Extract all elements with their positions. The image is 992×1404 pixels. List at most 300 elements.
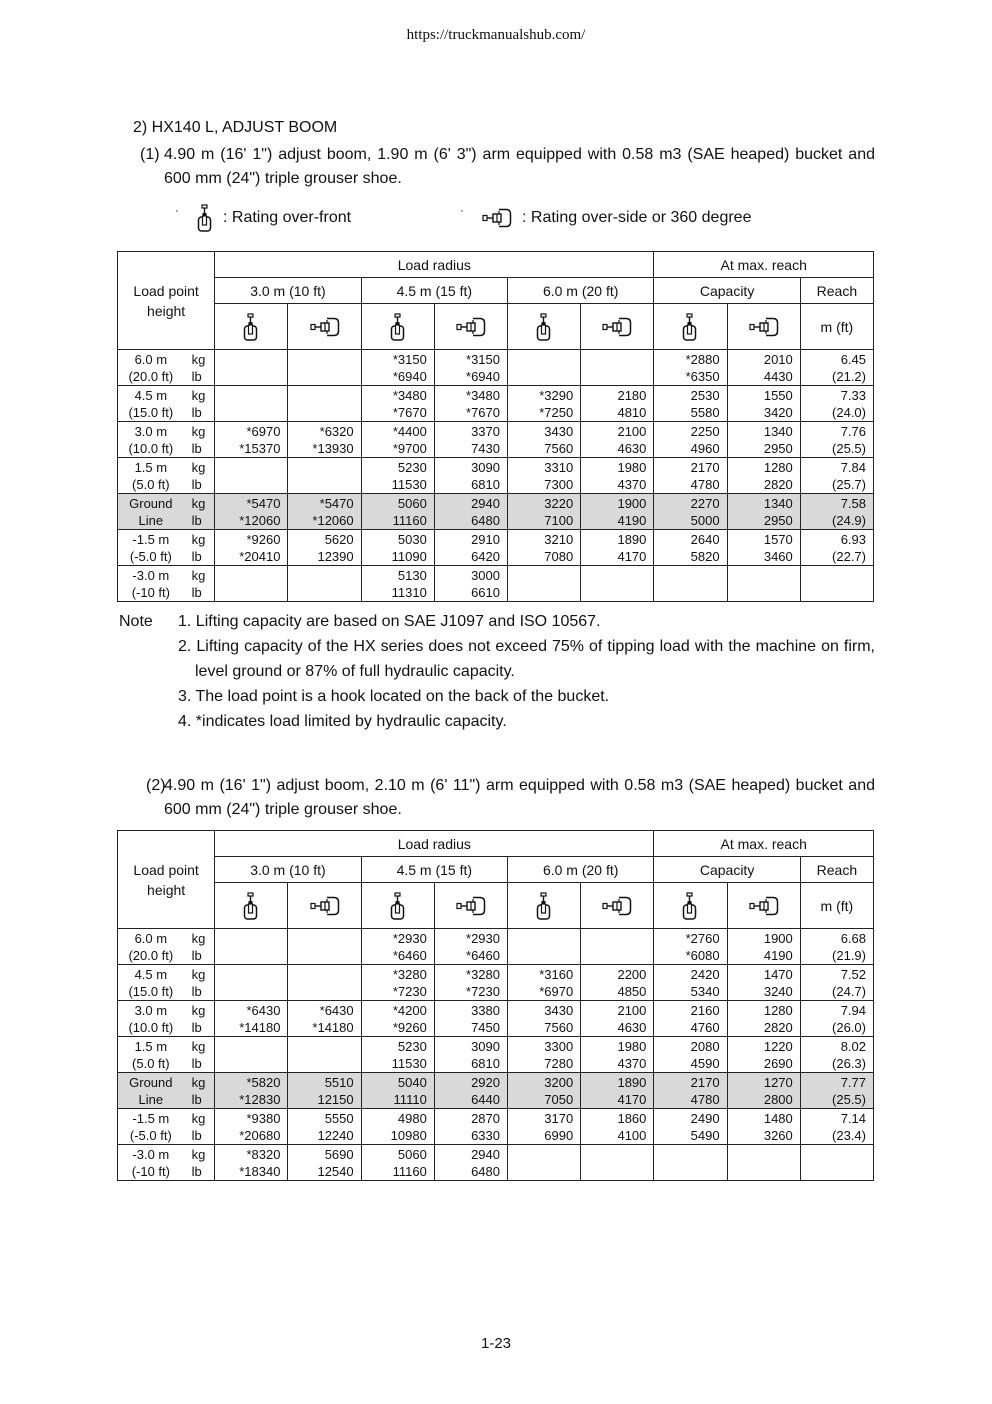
imperial-value: *20680 xyxy=(239,1127,281,1143)
value-cell xyxy=(508,566,581,602)
table-row xyxy=(118,1001,874,1037)
imperial-value: 4850 xyxy=(617,983,647,999)
value-cell xyxy=(434,530,507,566)
value-cell xyxy=(361,530,434,566)
imperial-value: 12150 xyxy=(317,1091,354,1107)
value-cell xyxy=(508,530,581,566)
value-cell xyxy=(434,350,507,386)
metric-value xyxy=(288,1038,353,1055)
table-row xyxy=(118,1037,874,1073)
metric-value: *6430 xyxy=(319,1002,354,1018)
unit-kg: kg xyxy=(191,351,206,367)
metric-value: *3290 xyxy=(539,387,574,403)
value-cell xyxy=(508,422,581,458)
value-cell xyxy=(361,1037,434,1073)
imperial-value: *15370 xyxy=(239,440,281,456)
imperial-value xyxy=(508,368,573,385)
row-units xyxy=(184,422,215,458)
front-icon-cell xyxy=(508,892,580,920)
imperial-value: (24.0) xyxy=(832,404,866,420)
value-cell xyxy=(654,494,727,530)
value-cell xyxy=(508,1001,581,1037)
metric-value: 2940 xyxy=(471,495,500,511)
radius-3m-header: 3.0 m (10 ft) xyxy=(215,278,361,304)
imperial-value xyxy=(215,947,280,964)
row-units xyxy=(184,929,215,965)
imperial-value: (24.9) xyxy=(832,512,866,528)
value-cell xyxy=(727,965,800,1001)
value-cell xyxy=(727,1109,800,1145)
height-value: (-5.0 ft) xyxy=(129,1127,172,1143)
imperial-value: *14180 xyxy=(239,1019,281,1035)
imperial-value xyxy=(288,947,353,964)
metric-value xyxy=(215,567,280,584)
height-label: height xyxy=(147,302,186,319)
metric-value: 3300 xyxy=(544,1038,574,1054)
unit-lb: lb xyxy=(191,983,202,999)
metric-value: *5470 xyxy=(246,495,281,511)
imperial-value: 12390 xyxy=(317,548,354,564)
imperial-value: 5490 xyxy=(690,1127,720,1143)
imperial-value: 2800 xyxy=(763,1091,793,1107)
metric-value: 3090 xyxy=(471,1038,500,1054)
value-cell xyxy=(581,530,654,566)
value-cell xyxy=(508,929,581,965)
row-height xyxy=(118,1073,184,1109)
row-units xyxy=(184,1037,215,1073)
imperial-value: *6460 xyxy=(466,947,500,963)
row-height xyxy=(118,350,184,386)
imperial-value: 6610 xyxy=(471,584,500,600)
rating-over-front-icon xyxy=(390,892,406,920)
metric-value xyxy=(215,966,280,983)
table-row xyxy=(118,566,874,602)
metric-value: 1470 xyxy=(763,966,793,982)
value-cell xyxy=(800,1109,873,1145)
metric-value xyxy=(508,351,573,368)
metric-value: 3090 xyxy=(471,459,500,475)
value-cell xyxy=(288,494,361,530)
value-cell xyxy=(508,965,581,1001)
height-value: (-5.0 ft) xyxy=(129,548,172,564)
value-cell xyxy=(288,458,361,494)
height-value: -3.0 m xyxy=(132,567,170,583)
metric-value xyxy=(288,351,353,368)
value-cell xyxy=(288,386,361,422)
rating-over-front-icon xyxy=(243,892,259,920)
row-units xyxy=(184,1145,215,1181)
rating-over-front-icon xyxy=(197,204,213,232)
height-value: (5.0 ft) xyxy=(132,476,170,492)
imperial-value: *6970 xyxy=(539,983,574,999)
load-point-label: Load point xyxy=(133,861,199,878)
value-cell xyxy=(654,386,727,422)
height-value: Line xyxy=(138,512,164,528)
imperial-value: *6350 xyxy=(685,368,720,384)
value-cell xyxy=(508,1109,581,1145)
imperial-value xyxy=(728,584,793,601)
metric-value: 5130 xyxy=(397,567,427,583)
metric-value: 3000 xyxy=(471,567,500,583)
unit-lb: lb xyxy=(191,440,202,456)
metric-value: 1480 xyxy=(763,1110,793,1126)
rating-over-side-icon xyxy=(310,317,340,337)
value-cell xyxy=(800,566,873,602)
value-cell xyxy=(508,386,581,422)
imperial-value: 11530 xyxy=(391,1055,427,1071)
imperial-value xyxy=(288,404,353,421)
value-cell xyxy=(727,1001,800,1037)
load-radius-header: Load radius xyxy=(215,831,654,857)
imperial-value: *9700 xyxy=(392,440,427,456)
unit-lb: lb xyxy=(191,1091,202,1107)
row-units xyxy=(184,458,215,494)
metric-value xyxy=(288,459,353,476)
imperial-value xyxy=(215,404,280,421)
metric-value: 3170 xyxy=(544,1110,574,1126)
value-cell xyxy=(800,929,873,965)
rating-over-front-icon xyxy=(536,892,552,920)
metric-value: *3480 xyxy=(466,387,500,403)
icon-legend xyxy=(175,200,875,236)
rating-over-side-icon xyxy=(602,896,632,916)
metric-value xyxy=(215,930,280,947)
rating-over-front-icon xyxy=(390,313,406,341)
metric-value: 5230 xyxy=(397,459,427,475)
value-cell xyxy=(434,1109,507,1145)
imperial-value: (24.7) xyxy=(832,983,866,999)
height-value: 4.5 m xyxy=(134,966,168,982)
imperial-value: 4960 xyxy=(690,440,720,456)
reach-unit-header: m (ft) xyxy=(800,304,873,350)
imperial-value: 11310 xyxy=(391,584,427,600)
metric-value: 1570 xyxy=(763,531,793,547)
imperial-value: *18340 xyxy=(239,1163,281,1179)
value-cell xyxy=(361,1001,434,1037)
unit-kg: kg xyxy=(191,1002,206,1018)
height-value: (5.0 ft) xyxy=(132,1055,170,1071)
metric-value: 2420 xyxy=(690,966,720,982)
metric-value: 3380 xyxy=(471,1002,500,1018)
metric-value: 7.77 xyxy=(840,1074,866,1090)
value-cell xyxy=(800,458,873,494)
metric-value: 2870 xyxy=(471,1110,500,1126)
value-cell xyxy=(727,422,800,458)
value-cell xyxy=(361,566,434,602)
metric-value: 1980 xyxy=(617,459,647,475)
imperial-value: 3260 xyxy=(763,1127,793,1143)
imperial-value: *6940 xyxy=(466,368,500,384)
imperial-value: 10980 xyxy=(390,1127,427,1143)
unit-kg: kg xyxy=(191,531,206,547)
imperial-value xyxy=(654,584,719,601)
table-row xyxy=(118,530,874,566)
table-row xyxy=(118,1073,874,1109)
imperial-value: 4370 xyxy=(617,1055,647,1071)
value-cell xyxy=(288,1073,361,1109)
unit-kg: kg xyxy=(191,1038,206,1054)
metric-value: *3150 xyxy=(392,351,427,367)
unit-lb: lb xyxy=(191,548,202,564)
value-cell xyxy=(288,422,361,458)
row-units xyxy=(184,566,215,602)
row-height xyxy=(118,1001,184,1037)
legend-bullet: · xyxy=(175,203,179,217)
metric-value: 5510 xyxy=(324,1074,354,1090)
imperial-value: 11160 xyxy=(392,512,427,528)
value-cell xyxy=(508,458,581,494)
metric-value xyxy=(215,459,280,476)
metric-value xyxy=(288,966,353,983)
row-height xyxy=(118,494,184,530)
metric-value: 6.93 xyxy=(840,531,866,547)
imperial-value: *9260 xyxy=(392,1019,427,1035)
value-cell xyxy=(654,1073,727,1109)
value-cell xyxy=(800,1073,873,1109)
value-cell xyxy=(434,965,507,1001)
metric-value xyxy=(654,567,719,584)
row-height xyxy=(118,386,184,422)
metric-value: 2530 xyxy=(690,387,720,403)
metric-value xyxy=(801,1146,866,1163)
metric-value: 7.84 xyxy=(840,459,866,475)
value-cell xyxy=(800,386,873,422)
row-height xyxy=(118,566,184,602)
legend-bullet: · xyxy=(460,203,464,217)
imperial-value: 4190 xyxy=(617,512,647,528)
unit-lb: lb xyxy=(191,1127,202,1143)
value-cell xyxy=(434,1037,507,1073)
rating-over-side-icon xyxy=(310,896,340,916)
value-cell xyxy=(581,1001,654,1037)
metric-value: 1270 xyxy=(763,1074,793,1090)
metric-value: 7.94 xyxy=(840,1002,866,1018)
value-cell xyxy=(361,929,434,965)
height-value: -1.5 m xyxy=(132,1110,170,1126)
metric-value: 2100 xyxy=(617,1002,647,1018)
height-value: (10.0 ft) xyxy=(128,1019,174,1035)
value-cell xyxy=(361,1145,434,1181)
page-number: 1-23 xyxy=(480,1335,512,1352)
metric-value: 2010 xyxy=(763,351,793,367)
height-value: Line xyxy=(138,1091,164,1107)
imperial-value xyxy=(215,983,280,1000)
imperial-value: 6420 xyxy=(471,548,500,564)
legend-front-label: : Rating over-front xyxy=(223,209,352,226)
metric-value xyxy=(654,1146,719,1163)
value-cell xyxy=(654,1109,727,1145)
imperial-value xyxy=(581,584,646,601)
metric-value: 3430 xyxy=(544,1002,574,1018)
spec-1-text: 4.90 m (16' 1") adjust boom, 1.90 m (6' 3") arm equipped with 0.58 m3 (SAE heaped) bucket and 600 mm (24") triple grouser shoe. xyxy=(164,146,875,187)
imperial-value: 4780 xyxy=(690,476,720,492)
metric-value xyxy=(288,930,353,947)
radius-4-5m-header: 4.5 m (15 ft) xyxy=(361,278,507,304)
value-cell xyxy=(727,494,800,530)
value-cell xyxy=(800,530,873,566)
imperial-value xyxy=(288,584,353,601)
metric-value xyxy=(215,1038,280,1055)
metric-value: 7.14 xyxy=(840,1110,866,1126)
metric-value xyxy=(288,387,353,404)
unit-lb: lb xyxy=(191,584,202,600)
imperial-value: (25.7) xyxy=(832,476,866,492)
value-cell xyxy=(800,494,873,530)
metric-value: *4400 xyxy=(392,423,427,439)
height-value: 1.5 m xyxy=(134,1038,168,1054)
reach-header: Reach xyxy=(800,278,873,304)
metric-value: 8.02 xyxy=(840,1038,866,1054)
table-row xyxy=(118,386,874,422)
imperial-value: (21.9) xyxy=(832,947,866,963)
imperial-value: 6810 xyxy=(471,1055,500,1071)
metric-value: *3280 xyxy=(392,966,427,982)
imperial-value: (21.2) xyxy=(832,368,866,384)
imperial-value xyxy=(215,368,280,385)
row-height xyxy=(118,1109,184,1145)
metric-value: *6430 xyxy=(246,1002,281,1018)
height-value: Ground xyxy=(129,1074,173,1090)
metric-value: 2920 xyxy=(471,1074,500,1090)
imperial-value: 4760 xyxy=(690,1019,720,1035)
value-cell xyxy=(654,350,727,386)
imperial-value xyxy=(215,1055,280,1072)
value-cell xyxy=(361,1109,434,1145)
metric-value: 1900 xyxy=(763,930,793,946)
imperial-value: 4100 xyxy=(617,1127,647,1143)
reach-header: Reach xyxy=(800,857,873,883)
value-cell xyxy=(434,1145,507,1181)
imperial-value: 3420 xyxy=(763,404,793,420)
metric-value: 5030 xyxy=(397,531,427,547)
imperial-value: 3240 xyxy=(763,983,793,999)
imperial-value: 2950 xyxy=(763,512,793,528)
imperial-value: 7100 xyxy=(544,512,574,528)
value-cell xyxy=(434,422,507,458)
imperial-value xyxy=(508,947,573,964)
value-cell xyxy=(215,1001,288,1037)
side-icon-cell xyxy=(288,317,360,337)
source-url[interactable]: https://truckmanualshub.com/ xyxy=(406,27,586,43)
row-units xyxy=(184,494,215,530)
height-value: 1.5 m xyxy=(134,459,168,475)
height-value: 3.0 m xyxy=(134,423,168,439)
metric-value: 1980 xyxy=(617,1038,647,1054)
height-value: 4.5 m xyxy=(134,387,168,403)
row-height xyxy=(118,422,184,458)
load-point-height-header xyxy=(118,831,215,929)
note-item: 3. The load point is a hook located on the back of the bucket. xyxy=(178,688,610,705)
imperial-value: 4780 xyxy=(690,1091,720,1107)
imperial-value: 5000 xyxy=(690,512,720,528)
imperial-value: 7080 xyxy=(544,548,574,564)
row-height xyxy=(118,458,184,494)
front-icon-cell xyxy=(215,313,287,341)
metric-value: 6.68 xyxy=(840,930,866,946)
row-height xyxy=(118,1145,184,1181)
value-cell xyxy=(361,965,434,1001)
value-cell xyxy=(581,1073,654,1109)
value-cell xyxy=(508,1145,581,1181)
value-cell xyxy=(581,494,654,530)
spec-1 xyxy=(140,143,875,191)
height-label: height xyxy=(147,881,186,898)
imperial-value: (26.0) xyxy=(832,1019,866,1035)
value-cell xyxy=(654,1037,727,1073)
imperial-value: 6330 xyxy=(471,1127,500,1143)
unit-kg: kg xyxy=(191,1110,206,1126)
metric-value: *3280 xyxy=(466,966,500,982)
metric-value: 1280 xyxy=(763,459,793,475)
value-cell xyxy=(288,929,361,965)
notes xyxy=(119,609,875,734)
metric-value: *6320 xyxy=(319,423,354,439)
value-cell xyxy=(654,965,727,1001)
imperial-value: *6460 xyxy=(392,947,427,963)
metric-value: 2100 xyxy=(617,423,647,439)
metric-value: 6.45 xyxy=(840,351,866,367)
value-cell xyxy=(654,530,727,566)
imperial-value: *6080 xyxy=(685,947,720,963)
metric-value: 2640 xyxy=(690,531,720,547)
rating-over-side-icon xyxy=(602,317,632,337)
value-cell xyxy=(434,929,507,965)
spec-2-number: (2) xyxy=(146,777,166,794)
row-units xyxy=(184,530,215,566)
unit-kg: kg xyxy=(191,1146,206,1162)
metric-value: 2180 xyxy=(617,387,647,403)
value-cell xyxy=(508,1073,581,1109)
metric-value: 3200 xyxy=(544,1074,574,1090)
value-cell xyxy=(727,1037,800,1073)
row-height xyxy=(118,1037,184,1073)
imperial-value: 5580 xyxy=(690,404,720,420)
value-cell xyxy=(361,386,434,422)
metric-value: 2270 xyxy=(690,495,720,511)
side-icon-cell xyxy=(581,317,653,337)
legend-side xyxy=(460,200,751,236)
unit-lb: lb xyxy=(191,1019,202,1035)
table-row xyxy=(118,929,874,965)
value-cell xyxy=(288,965,361,1001)
front-icon-cell xyxy=(215,892,287,920)
imperial-value: *14180 xyxy=(312,1019,354,1035)
metric-value: *6970 xyxy=(246,423,281,439)
unit-lb: lb xyxy=(191,1163,202,1179)
metric-value: 3210 xyxy=(544,531,574,547)
value-cell xyxy=(215,1073,288,1109)
metric-value: *3160 xyxy=(539,966,574,982)
metric-value: 5690 xyxy=(324,1146,354,1162)
side-icon-cell xyxy=(728,896,800,916)
height-value: (20.0 ft) xyxy=(128,368,174,384)
metric-value: *8320 xyxy=(246,1146,281,1162)
value-cell xyxy=(215,566,288,602)
unit-lb: lb xyxy=(191,512,202,528)
max-reach-header: At max. reach xyxy=(654,831,874,857)
height-value: (-10 ft) xyxy=(131,1163,170,1179)
imperial-value: *12830 xyxy=(239,1091,281,1107)
imperial-value: *7250 xyxy=(539,404,574,420)
front-icon-cell xyxy=(508,313,580,341)
value-cell xyxy=(288,530,361,566)
load-point-height-header xyxy=(118,252,215,350)
metric-value: 2940 xyxy=(471,1146,500,1162)
capacity-header: Capacity xyxy=(654,278,800,304)
metric-value: *4200 xyxy=(392,1002,427,1018)
metric-value: 1900 xyxy=(617,495,647,511)
metric-value: 4980 xyxy=(397,1110,427,1126)
